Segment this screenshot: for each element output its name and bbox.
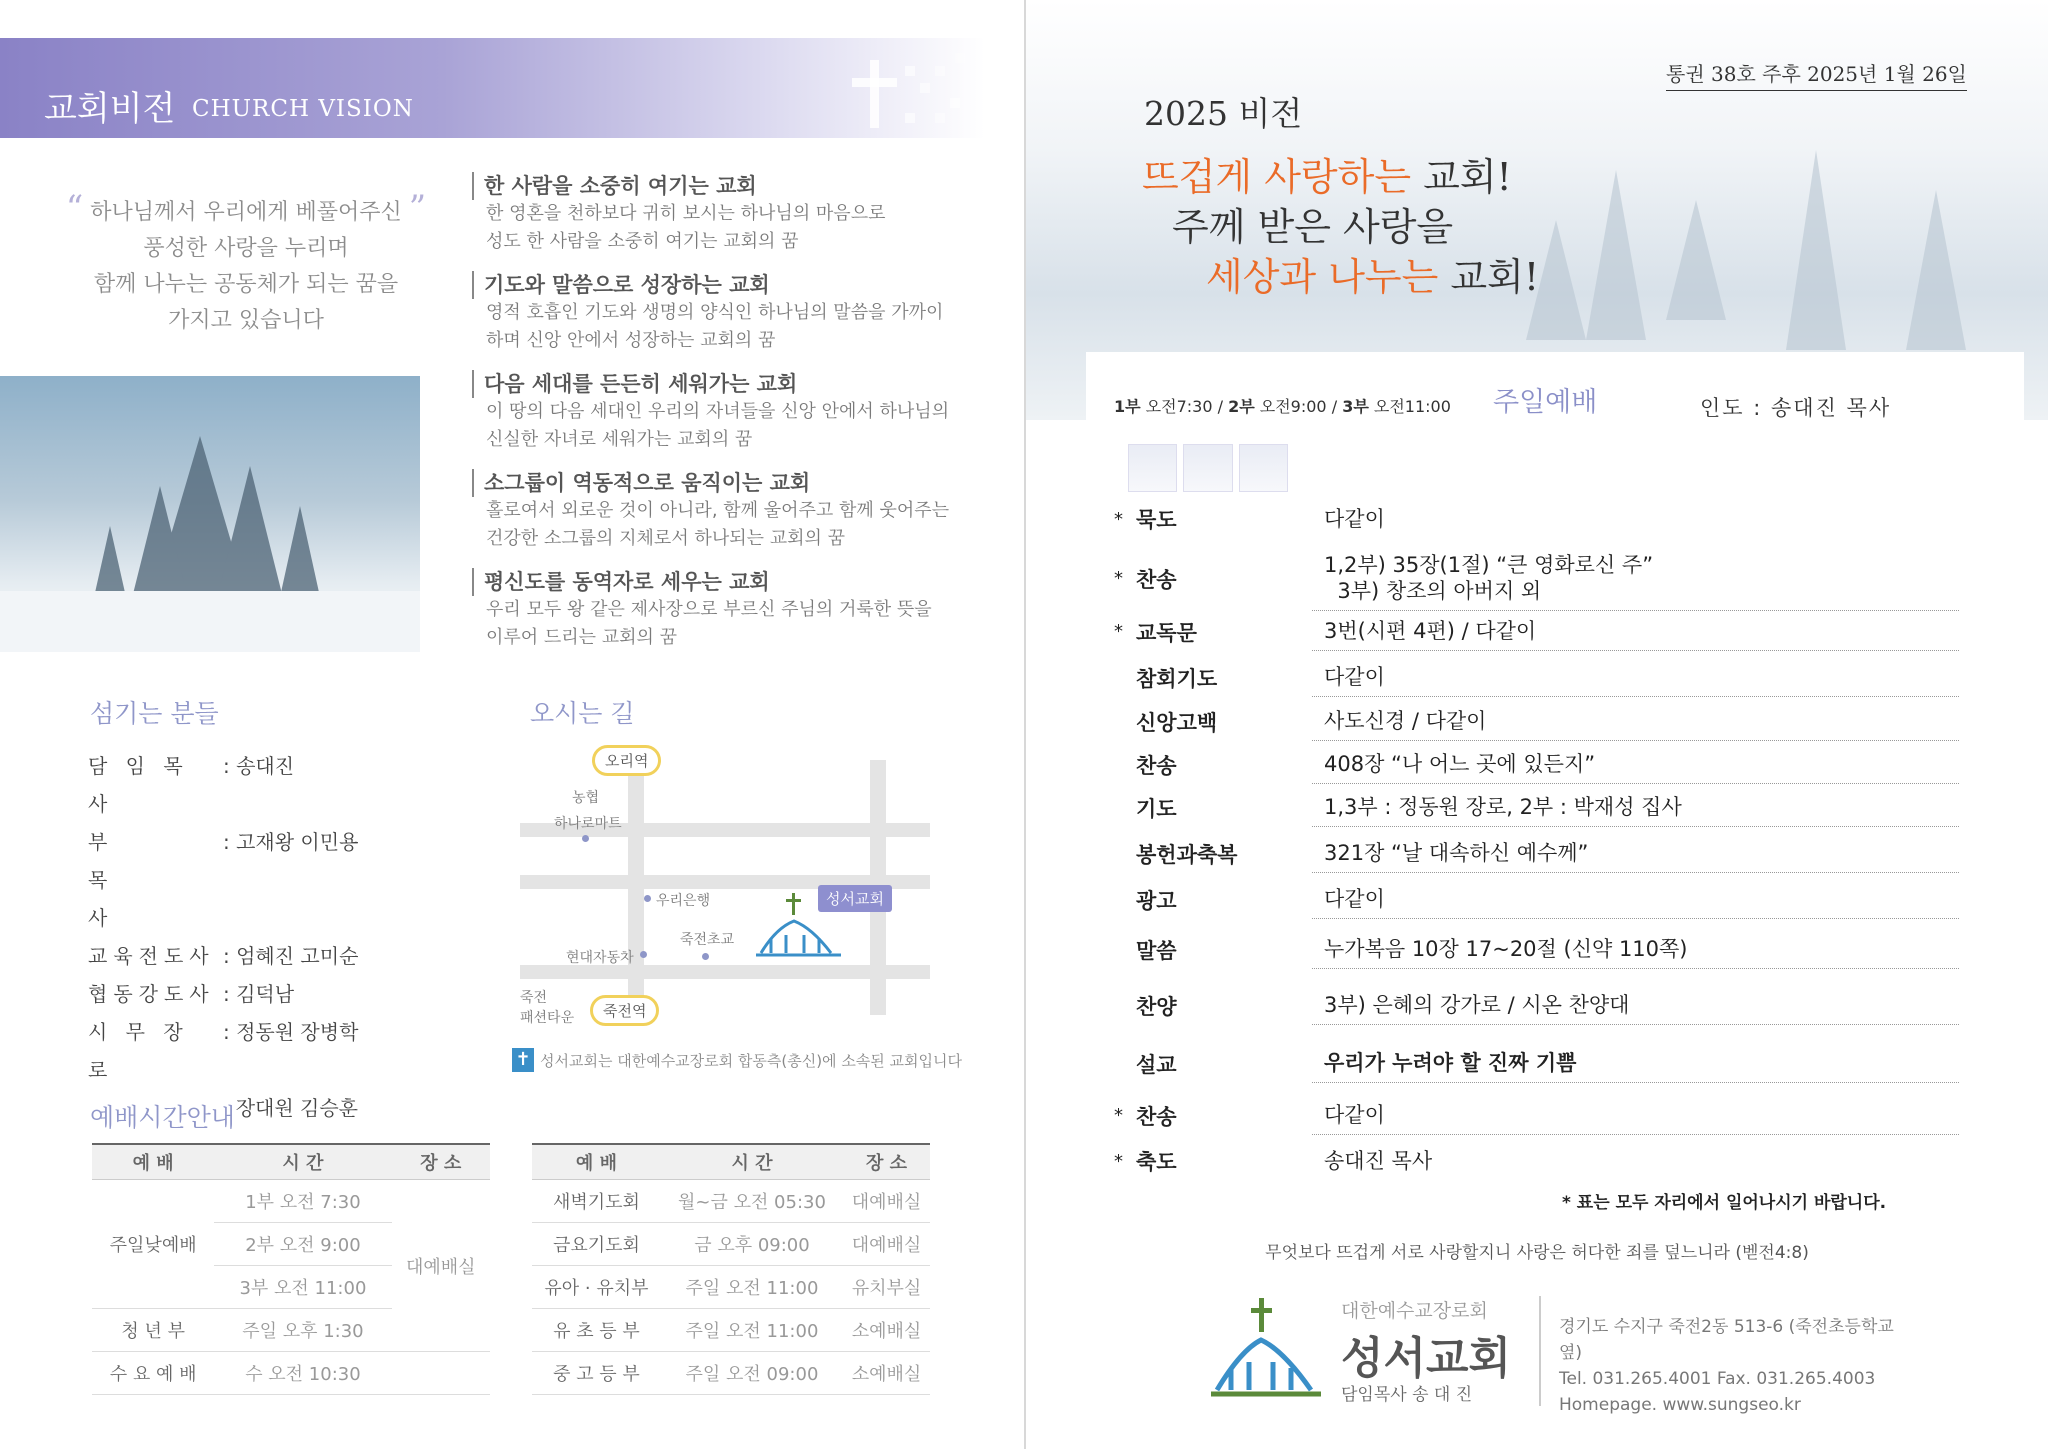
table-row [532, 1309, 930, 1352]
part-time: 오전11:00 [1368, 397, 1451, 416]
staff-names: 김덕남 [236, 982, 295, 1006]
map-point [582, 835, 589, 842]
part-time: 오전9:00 / [1254, 397, 1343, 416]
stand-marker: * [1114, 621, 1123, 642]
service-place: 소예배실 [843, 1309, 930, 1352]
map-point [644, 895, 651, 902]
footer-divider [1539, 1296, 1541, 1406]
vision-item-desc: 성도 한 사람을 소중히 여기는 교회의 꿈 [486, 231, 799, 252]
contact-info [1559, 1314, 1901, 1418]
worship-times [1114, 394, 1451, 417]
map-label: 죽전 [520, 990, 548, 1006]
schedule-table-right [532, 1143, 930, 1395]
staff-names: 송대진 [236, 754, 295, 778]
order-row [1114, 788, 1959, 827]
col-header: 시 간 [661, 1144, 843, 1180]
vision-highlight: 뜨겁게 사랑하는 [1142, 155, 1412, 199]
order-row [1114, 834, 1959, 873]
tree-shape [1786, 150, 1846, 350]
map-label: 현대자동차 [566, 950, 634, 966]
order-value: 누가복음 10장 17~20절 (신약 110쪽) [1312, 930, 1959, 969]
vision-item-desc: 홀로여서 외로운 것이 아니라, 함께 울어주고 함께 웃어주는 [486, 500, 950, 521]
order-value: 다같이 [1312, 658, 1959, 697]
col-header: 시 간 [214, 1144, 391, 1180]
service-time: 주일 오전 11:00 [661, 1309, 843, 1352]
col-header: 장 소 [392, 1144, 490, 1180]
vision-header-band [0, 38, 985, 138]
part-label: 2부 [1228, 397, 1255, 416]
vision-item-title: 한 사람을 소중히 여기는 교회 [472, 172, 992, 200]
staff-row: 교육전도사 : 엄혜진 고미순 [88, 937, 358, 975]
order-value: 송대진 목사 [1324, 1149, 1433, 1173]
denomination-cross-icon: ✝ [512, 1048, 534, 1072]
order-label: 참회기도 [1136, 666, 1218, 691]
staff-role: 시 무 장 로 [88, 1020, 189, 1082]
close-quote-icon: ” [408, 188, 427, 228]
stand-marker: * [1114, 1105, 1123, 1126]
order-value: 다같이 [1312, 1096, 1959, 1135]
church-logo-icon [1211, 1298, 1331, 1408]
vision-item-title: 다음 세대를 든든히 세워가는 교회 [472, 370, 992, 398]
service-name: 수 요 예 배 [92, 1352, 214, 1395]
order-row [1114, 658, 1959, 697]
order-value: 408장 “나 어느 곳에 있든지” [1312, 745, 1959, 784]
order-row [1114, 500, 1959, 538]
vision-text: 교회! [1438, 255, 1540, 299]
church-icon [756, 893, 846, 963]
vision-line [1142, 146, 1512, 201]
vision-item-desc: 우리 모두 왕 같은 제사장으로 부르신 주님의 거룩한 뜻을 [486, 599, 932, 620]
address: 경기도 수지구 죽전2동 513-6 (죽전초등학교 옆) [1559, 1317, 1894, 1363]
order-label: 축도 [1136, 1150, 1177, 1174]
table-row [532, 1223, 930, 1266]
homepage: Homepage. www.sungseo.kr [1559, 1395, 1801, 1415]
order-label: 찬송 [1136, 567, 1177, 592]
order-value: 다같이 [1324, 507, 1385, 531]
staff-names: 고재왕 이민용 [236, 830, 359, 854]
service-time: 월~금 오전 05:30 [661, 1180, 843, 1223]
vision-item-title: 기도와 말씀으로 성장하는 교회 [472, 271, 992, 299]
vision-item-title: 평신도를 동역자로 세우는 교회 [472, 568, 992, 596]
table-row [532, 1266, 930, 1309]
order-row [1114, 930, 1959, 969]
schedule-heading: 예배시간안내 [90, 1103, 235, 1132]
order-label: 교독문 [1136, 620, 1197, 645]
table-row [92, 1352, 490, 1395]
order-row [1114, 702, 1959, 741]
tree-shape [1666, 200, 1726, 320]
quote-line: 함께 나누는 공동체가 되는 꿈을 [93, 272, 399, 297]
sermon-title: 우리가 누려야 할 진짜 기쁨 [1312, 1044, 1959, 1083]
quote-line: 풍성한 사랑을 누리며 [143, 236, 349, 261]
tree-shape [1586, 170, 1646, 340]
map-label: 패션타운 [520, 1010, 575, 1026]
vision-item-desc: 하며 신앙 안에서 성장하는 교회의 꿈 [486, 330, 776, 351]
service-name: 주일낮예배 [92, 1180, 214, 1309]
vision-item-desc: 한 영혼을 천하보다 귀히 보시는 하나님의 마음으로 [486, 203, 886, 224]
service-name: 유아 · 유치부 [532, 1266, 661, 1309]
map-point [640, 951, 647, 958]
service-place: 대예배실 [392, 1180, 490, 1352]
table-row [92, 1180, 490, 1223]
church-footer [1181, 1296, 1901, 1416]
order-label: 묵도 [1136, 508, 1177, 532]
service-name: 청 년 부 [92, 1309, 214, 1352]
standing-note: * 표는 모두 자리에서 일어나시기 바랍니다. [1562, 1193, 1887, 1213]
vision-item-title: 소그룹이 역동적으로 움직이는 교회 [472, 469, 992, 497]
service-time: 3부 오전 11:00 [214, 1266, 391, 1309]
order-label: 기도 [1136, 796, 1177, 821]
staff-row: 협동강도사 : 김덕남 [88, 975, 358, 1013]
service-time: 주일 오후 1:30 [214, 1309, 391, 1352]
church-map-tag: 성서교회 [818, 885, 892, 912]
vision-quote [46, 190, 446, 339]
service-place: 유치부실 [843, 1266, 930, 1309]
service-time: 주일 오전 09:00 [661, 1352, 843, 1395]
service-time: 1부 오전 7:30 [214, 1180, 391, 1223]
vision-item [472, 271, 992, 355]
order-row [1114, 1044, 1959, 1083]
church-name: 성서교회 [1341, 1333, 1512, 1384]
order-row [1114, 612, 1959, 651]
staff-role: 교육전도사 [88, 944, 215, 968]
staff-names: 엄혜진 고미순 [236, 944, 359, 968]
order-row [1114, 986, 1959, 1025]
service-time: 금 오후 09:00 [661, 1223, 843, 1266]
order-label: 말씀 [1136, 938, 1177, 963]
vision-line [1206, 246, 1539, 301]
staff-names: 정동원 장병학 [236, 1020, 359, 1044]
staff-list [88, 747, 358, 1127]
vision-header-subtitle: CHURCH VISION [192, 96, 414, 122]
order-label: 광고 [1136, 888, 1177, 913]
map-point [702, 953, 709, 960]
pastor-name: 담임목사 송 대 진 [1341, 1385, 1473, 1405]
stand-marker: * [1114, 508, 1123, 530]
staff-role: 협동강도사 [88, 982, 215, 1006]
order-label: 봉헌과축복 [1136, 842, 1238, 867]
vision-item-desc: 건강한 소그룹의 지체로서 하나되는 교회의 꿈 [486, 528, 845, 549]
order-label: 찬송 [1136, 1104, 1177, 1129]
order-label: 찬양 [1136, 994, 1177, 1019]
order-row [1114, 1142, 1959, 1180]
vision-highlight: 세상과 나누는 [1206, 255, 1439, 299]
staff-row: 부 목 사 : 고재왕 이민용 [88, 823, 358, 937]
ori-station-label: 오리역 [592, 745, 661, 776]
quote-line: 하나님께서 우리에게 베풀어주신 [90, 200, 402, 225]
order-row [1114, 1096, 1959, 1135]
open-quote-icon: “ [65, 188, 84, 228]
directions-heading: 오시는 길 [530, 699, 635, 728]
vision-item-desc: 신실한 자녀로 세워가는 교회의 꿈 [486, 429, 753, 450]
issue-info: 통권 38호 주후 2025년 1월 26일 [1666, 58, 1967, 91]
order-value: 1,3부 : 정동원 장로, 2부 : 박재성 집사 [1312, 788, 1959, 827]
staff-row: 시 무 장 로 : 정동원 장병학 [88, 1013, 358, 1089]
scripture-verse: 무엇보다 뜨겁게 서로 사랑할지니 사랑은 허다한 죄를 덮느니라 (벧전4:8) [1265, 1243, 1809, 1263]
stand-marker: * [1114, 1150, 1123, 1172]
denomination-name: 대한예수교장로회 [1341, 1300, 1488, 1322]
vision-item-desc: 영적 호흡인 기도와 생명의 양식인 하나님의 말씀을 가까이 [486, 302, 944, 323]
service-name: 금요기도회 [532, 1223, 661, 1266]
vision-item [472, 568, 992, 652]
quote-line: 가지고 있습니다 [168, 308, 324, 333]
service-time: 주일 오전 11:00 [661, 1266, 843, 1309]
vision-2025-title: 2025 비전 [1144, 94, 1303, 133]
map-label: 농협 [572, 790, 600, 806]
map-road [520, 965, 930, 979]
vision-item [472, 172, 992, 256]
service-time: 수 오전 10:30 [214, 1352, 391, 1395]
vision-item-desc: 이루어 드리는 교회의 꿈 [486, 627, 678, 648]
order-value: 다같이 [1312, 880, 1959, 919]
directions-map [520, 735, 930, 1035]
order-value: 1,2부) 35장(1절) “큰 영화로신 주” 3부) 창조의 아버지 외 [1312, 546, 1959, 611]
part-label: 3부 [1342, 397, 1369, 416]
order-value: 321장 “날 대속하신 예수께” [1312, 834, 1959, 873]
denomination-note: 성서교회는 대한예수교장로회 합동측(총신)에 소속된 교회입니다 [540, 1052, 963, 1070]
service-name: 중 고 등 부 [532, 1352, 661, 1395]
schedule-table-left [92, 1143, 490, 1395]
snowy-trees-image [0, 376, 420, 652]
jukjeon-station-label: 죽전역 [590, 995, 659, 1026]
vision-item-desc: 이 땅의 다음 세대인 우리의 자녀들을 신앙 안에서 하나님의 [486, 401, 950, 422]
order-value: 3부) 은혜의 강가로 / 시온 찬양대 [1312, 986, 1959, 1025]
service-name: 새벽기도회 [532, 1180, 661, 1223]
staff-row: 담 임 목 사 : 송대진 [88, 747, 358, 823]
map-label: 우리은행 [656, 893, 711, 909]
service-time: 2부 오전 9:00 [214, 1223, 391, 1266]
service-place: 소예배실 [843, 1352, 930, 1395]
table-row [532, 1352, 930, 1395]
col-header: 예 배 [532, 1144, 661, 1180]
col-header: 장 소 [843, 1144, 930, 1180]
bulletin-thumbnails [1128, 444, 1288, 492]
worship-leader: 인도 : 송대진 목사 [1700, 396, 1892, 420]
table-row [532, 1180, 930, 1223]
order-label: 설교 [1136, 1052, 1177, 1077]
map-label: 하나로마트 [554, 816, 622, 832]
staff-role: 담 임 목 사 [88, 754, 189, 816]
col-header: 예 배 [92, 1144, 214, 1180]
staff-role: 부 목 사 [88, 830, 146, 930]
service-name: 유 초 등 부 [532, 1309, 661, 1352]
service-place: 대예배실 [843, 1223, 930, 1266]
vision-text: 교회! [1411, 155, 1512, 199]
order-label: 찬송 [1136, 753, 1177, 778]
part-label: 1부 [1114, 397, 1141, 416]
order-value: 사도신경 / 다같이 [1312, 702, 1959, 741]
vision-header-title: 교회비전 [44, 89, 176, 129]
order-row [1114, 880, 1959, 919]
order-label: 신앙고백 [1136, 710, 1218, 735]
order-value: 3번(시편 4편) / 다같이 [1312, 612, 1959, 651]
order-row [1114, 546, 1959, 611]
stand-marker: * [1114, 568, 1123, 589]
vision-item [472, 370, 992, 454]
staff-names: 장대원 김승훈 [235, 1096, 358, 1120]
worship-title: 주일예배 [1493, 387, 1598, 418]
part-time: 오전7:30 / [1140, 397, 1229, 416]
staff-heading: 섬기는 분들 [90, 699, 219, 728]
map-label: 죽전초교 [680, 932, 735, 948]
tree-shape [1906, 190, 1966, 350]
service-place: 대예배실 [843, 1180, 930, 1223]
order-row [1114, 745, 1959, 784]
phone-fax: Tel. 031.265.4001 Fax. 031.265.4003 [1559, 1369, 1876, 1389]
right-page [1026, 0, 2048, 1449]
vision-line: 주께 받은 사랑을 [1172, 205, 1454, 249]
vision-item [472, 469, 992, 553]
